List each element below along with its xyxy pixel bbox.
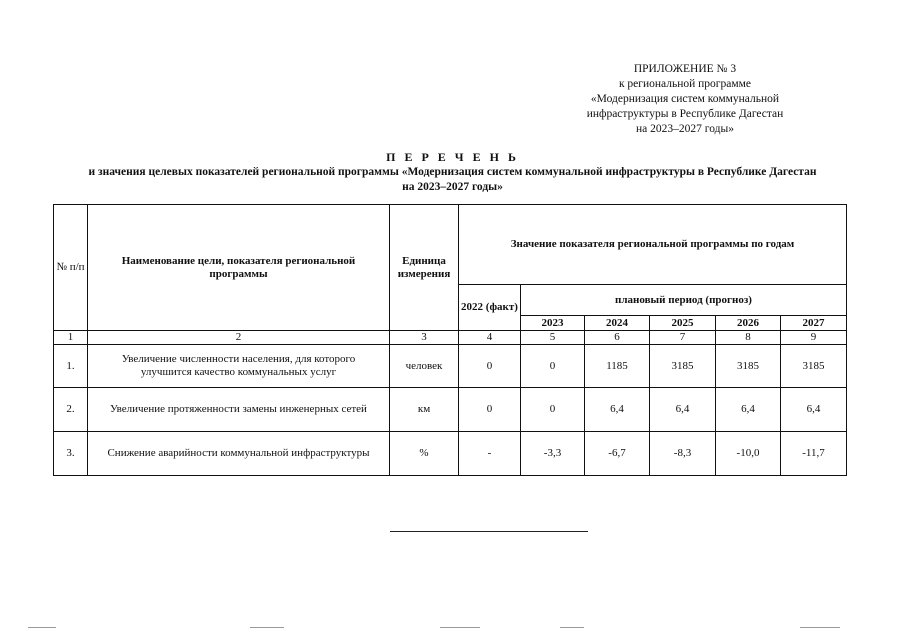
title-line-2: на 2023–2027 годы» <box>402 181 503 193</box>
column-number: 8 <box>716 331 781 345</box>
row-fact: 0 <box>459 388 521 432</box>
row-value: 6,4 <box>650 388 716 432</box>
header-plan-period: плановый период (прогноз) <box>521 285 847 316</box>
row-value: -6,7 <box>585 432 650 476</box>
row-unit: % <box>390 432 459 476</box>
row-value: -8,3 <box>650 432 716 476</box>
header-unit: Единица измерения <box>390 205 459 331</box>
row-fact: - <box>459 432 521 476</box>
row-value: 6,4 <box>716 388 781 432</box>
row-unit: км <box>390 388 459 432</box>
column-number: 3 <box>390 331 459 345</box>
header-year: 2024 <box>585 316 650 331</box>
annex-block <box>560 62 810 137</box>
indicators-table <box>53 204 847 476</box>
row-value: 3185 <box>716 345 781 388</box>
header-year: 2023 <box>521 316 585 331</box>
table-row <box>54 345 847 388</box>
header-year: 2025 <box>650 316 716 331</box>
scan-artifact <box>440 627 480 628</box>
title-heading: П Е Р Е Ч Е Н Ь <box>386 150 519 164</box>
header-values-group: Значение показателя региональной программы по годам <box>459 205 847 285</box>
row-value: 3185 <box>650 345 716 388</box>
row-name: Увеличение протяженности замены инженерных сетей <box>88 388 390 432</box>
column-number: 7 <box>650 331 716 345</box>
table-row <box>54 432 847 476</box>
row-value: 0 <box>521 345 585 388</box>
annex-number: ПРИЛОЖЕНИЕ № 3 <box>633 63 737 75</box>
column-number: 2 <box>88 331 390 345</box>
header-row-1 <box>54 205 847 285</box>
row-value: -3,3 <box>521 432 585 476</box>
scan-artifact <box>28 627 56 628</box>
annex-line-2: к региональной программе <box>618 78 752 90</box>
row-num: 3. <box>54 432 88 476</box>
row-num: 2. <box>54 388 88 432</box>
separator-line <box>390 531 588 532</box>
scan-artifact <box>800 627 840 628</box>
column-number: 6 <box>585 331 650 345</box>
header-year: 2026 <box>716 316 781 331</box>
column-number: 1 <box>54 331 88 345</box>
header-fact-year: 2022 (факт) <box>459 285 521 331</box>
row-name: Снижение аварийности коммунальной инфраструктуры <box>88 432 390 476</box>
row-value: 0 <box>521 388 585 432</box>
header-year: 2027 <box>781 316 847 331</box>
annex-line-3: «Модернизация систем коммунальной <box>590 93 780 105</box>
annex-line-4: инфраструктуры в Республике Дагестан <box>586 108 784 120</box>
row-unit: человек <box>390 345 459 388</box>
header-num: № п/п <box>54 205 88 331</box>
header-name: Наименование цели, показателя региональной программы <box>88 205 390 331</box>
row-num: 1. <box>54 345 88 388</box>
row-fact: 0 <box>459 345 521 388</box>
scan-artifact <box>560 627 584 628</box>
document-title <box>40 150 865 195</box>
row-value: -11,7 <box>781 432 847 476</box>
table-row <box>54 388 847 432</box>
title-line-1: и значения целевых показателей региональной программы «Модернизация систем коммунальной инфраструктуры в Республике Дагестан <box>88 166 817 178</box>
row-value: 6,4 <box>781 388 847 432</box>
column-number-row <box>54 331 847 345</box>
scan-artifact <box>250 627 284 628</box>
row-name: Увеличение численности населения, для которого улучшится качество коммунальных услуг <box>88 345 390 388</box>
annex-line-5: на 2023–2027 годы» <box>636 123 734 135</box>
column-number: 5 <box>521 331 585 345</box>
column-number: 4 <box>459 331 521 345</box>
row-value: 1185 <box>585 345 650 388</box>
row-value: 6,4 <box>585 388 650 432</box>
row-value: 3185 <box>781 345 847 388</box>
row-value: -10,0 <box>716 432 781 476</box>
column-number: 9 <box>781 331 847 345</box>
